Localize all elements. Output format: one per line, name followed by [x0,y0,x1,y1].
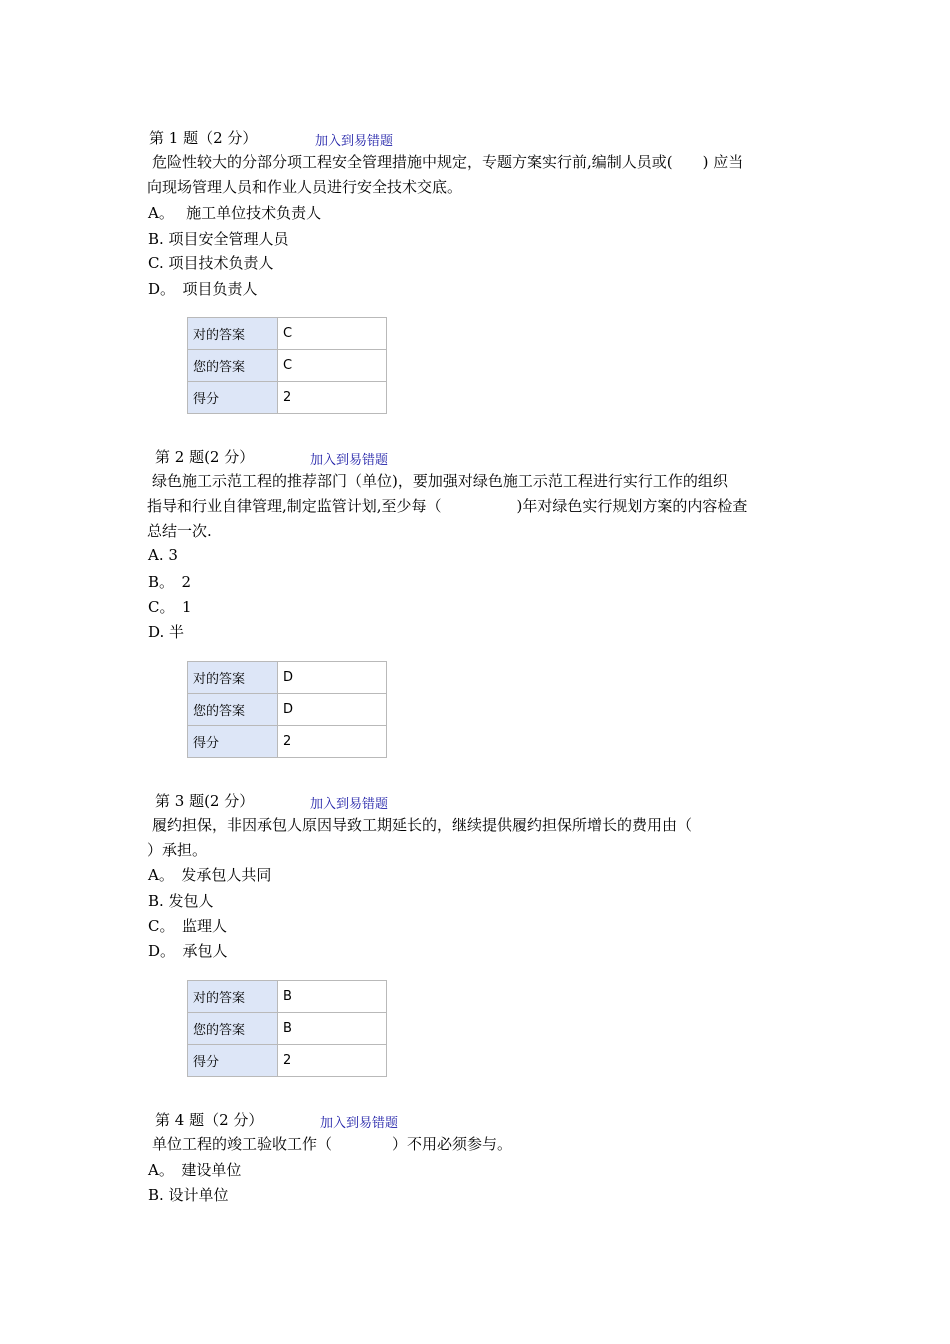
question-header: 第 3 题(2 分） [155,792,255,810]
question-stem: 履约担保，非因承包人原因导致工期延长的，继续提供履约担保所增长的费用由（ ）承担。 [147,816,693,859]
answer-table [187,317,387,414]
table-row [188,662,387,694]
table-row [188,318,387,350]
option-b[interactable]: B. 设计单位 [148,1186,229,1204]
table-row [188,1013,387,1045]
your-answer-value: B [278,1013,387,1045]
your-answer-label: 您的答案 [188,694,278,726]
option-a[interactable]: A。 建设单位 [148,1161,242,1179]
table-row [188,1045,387,1077]
score-value: 2 [278,382,387,414]
table-row [188,726,387,758]
option-d[interactable]: D。 承包人 [148,942,228,960]
add-to-mistakes-link[interactable]: 加入到易错题 [320,1116,399,1131]
add-to-mistakes-link[interactable]: 加入到易错题 [310,453,389,468]
answer-table [187,661,387,758]
correct-answer-label: 对的答案 [188,981,278,1013]
table-row [188,981,387,1013]
option-b[interactable]: B. 项目安全管理人员 [148,230,289,248]
question-header: 第 1 题（2 分） [149,129,258,147]
option-c[interactable]: C。 1 [148,598,192,616]
option-c[interactable]: C. 项目技术负责人 [148,254,274,272]
option-a[interactable]: A。 施工单位技术负责人 [148,204,322,222]
correct-answer-value: B [278,981,387,1013]
question-header: 第 4 题（2 分） [155,1111,264,1129]
question-stem: 危险性较大的分部分项工程安全管理措施中规定，专题方案实行前,编制人员或( ) 应当 向现场管理人员和作业人员进行安全技术交底。 [147,153,744,196]
question-header: 第 2 题(2 分） [155,448,255,466]
add-to-mistakes-link[interactable]: 加入到易错题 [315,134,394,149]
option-a[interactable]: A. 3 [148,546,178,564]
correct-answer-value: C [278,318,387,350]
correct-answer-label: 对的答案 [188,662,278,694]
table-row [188,350,387,382]
option-d[interactable]: D. 半 [148,623,185,641]
question-stem: 单位工程的竣工验收工作（ ）不用必须参与。 [152,1135,513,1153]
option-b[interactable]: B. 发包人 [148,892,214,910]
your-answer-label: 您的答案 [188,350,278,382]
option-b[interactable]: B。 2 [148,573,192,591]
option-c[interactable]: C。 监理人 [148,917,227,935]
table-row [188,382,387,414]
score-value: 2 [278,726,387,758]
score-label: 得分 [188,1045,278,1077]
table-row [188,694,387,726]
option-d[interactable]: D。 项目负责人 [148,280,258,298]
your-answer-value: C [278,350,387,382]
answer-table [187,980,387,1077]
add-to-mistakes-link[interactable]: 加入到易错题 [310,797,389,812]
option-a[interactable]: A。 发承包人共同 [148,866,272,884]
your-answer-label: 您的答案 [188,1013,278,1045]
your-answer-value: D [278,694,387,726]
correct-answer-value: D [278,662,387,694]
correct-answer-label: 对的答案 [188,318,278,350]
score-value: 2 [278,1045,387,1077]
score-label: 得分 [188,382,278,414]
score-label: 得分 [188,726,278,758]
question-stem: 绿色施工示范工程的推荐部门（单位)，要加强对绿色施工示范工程进行实行工作的组织 指导和行业自律管理,制定监管计划,至少每（ )年对绿色实行规划方案的内容检查 总结一次. [147,472,748,540]
